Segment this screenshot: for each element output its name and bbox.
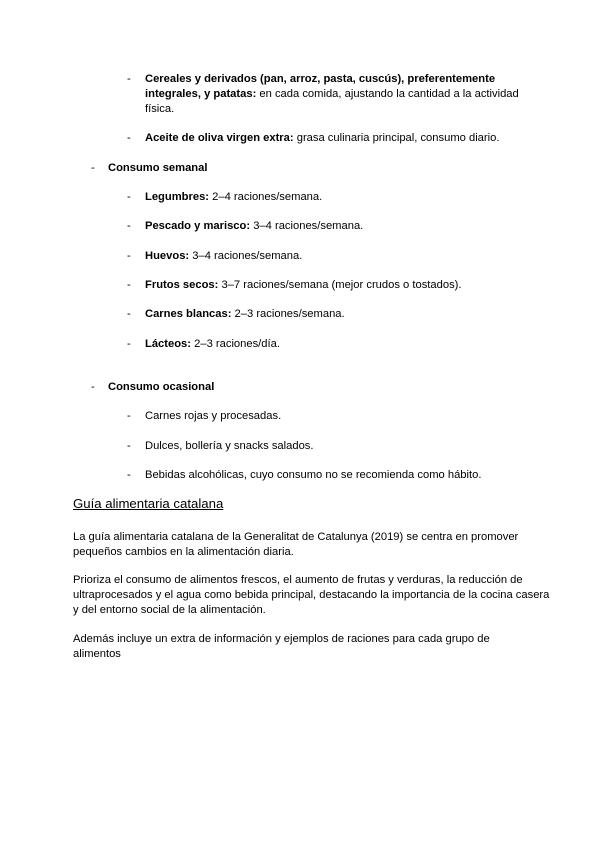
bullet-dash: - bbox=[127, 410, 131, 422]
occasional-title: Consumo ocasional bbox=[108, 381, 215, 393]
bullet-dash: - bbox=[127, 338, 131, 350]
list-item bbox=[127, 307, 345, 322]
bullet-dash: - bbox=[91, 162, 95, 174]
bullet-dash: - bbox=[127, 132, 131, 144]
item-text: 3–4 raciones/semana. bbox=[250, 220, 364, 232]
item-bold-label: Carnes blancas: bbox=[145, 308, 232, 320]
item-text: en cada comida, ajustando la cantidad a la actividad física. bbox=[145, 88, 519, 115]
section-heading: Guía alimentaria catalana bbox=[73, 496, 224, 511]
bullet-dash: - bbox=[127, 308, 131, 320]
bullet-dash: - bbox=[127, 220, 131, 232]
item-text: 2–3 raciones/día. bbox=[191, 338, 280, 350]
bullet-dash: - bbox=[127, 469, 131, 481]
item-text: grasa culinaria principal, consumo diario. bbox=[293, 132, 500, 144]
list-item bbox=[127, 439, 314, 454]
paragraph: Además incluye un extra de información y ejemplos de raciones para cada grupo de alimentos bbox=[73, 633, 490, 660]
item-bold-label: Aceite de oliva virgen extra: bbox=[145, 132, 294, 144]
list-heading-occasional bbox=[91, 380, 215, 395]
item-text: 3–4 raciones/semana. bbox=[189, 250, 303, 262]
item-bold-label: Pescado y marisco: bbox=[145, 220, 251, 232]
bullet-dash: - bbox=[127, 440, 131, 452]
bullet-dash: - bbox=[127, 250, 131, 262]
weekly-title: Consumo semanal bbox=[108, 162, 208, 174]
list-heading-weekly bbox=[91, 161, 208, 176]
list-item bbox=[127, 249, 303, 264]
item-text: Carnes rojas y procesadas. bbox=[145, 410, 282, 422]
bullet-dash: - bbox=[91, 381, 95, 393]
list-item bbox=[127, 72, 530, 117]
paragraph: La guía alimentaria catalana de la Generalitat de Catalunya (2019) se centra en promover pequeños cambios en la alimentación diaria. bbox=[73, 531, 519, 558]
bullet-dash: - bbox=[127, 279, 131, 291]
item-text: 2–3 raciones/semana. bbox=[231, 308, 345, 320]
list-item bbox=[127, 190, 323, 205]
bullet-dash: - bbox=[127, 73, 131, 85]
list-item bbox=[127, 131, 545, 146]
item-text: Bebidas alcohólicas, cuyo consumo no se recomienda como hábito. bbox=[145, 469, 482, 481]
item-bold-label: Huevos: bbox=[145, 250, 190, 262]
list-item bbox=[127, 219, 364, 234]
list-item bbox=[127, 278, 462, 293]
item-bold-label: Cereales y derivados (pan, arroz, pasta, cuscús), preferentemente integrales, y patatas: bbox=[145, 73, 496, 100]
item-bold-label: Frutos secos: bbox=[145, 279, 219, 291]
list-item bbox=[127, 337, 280, 352]
bullet-dash: - bbox=[127, 191, 131, 203]
paragraph: Prioriza el consumo de alimentos frescos, el aumento de frutas y verduras, la reducción de ultraprocesados y el agua como bebida principal, destacando la importancia de la cocina casera y del entorno social de la alimentación. bbox=[73, 574, 550, 616]
list-item bbox=[127, 468, 482, 483]
item-text: 2–4 raciones/semana. bbox=[209, 191, 323, 203]
list-item bbox=[127, 409, 282, 424]
item-bold-label: Lácteos: bbox=[145, 338, 192, 350]
item-text: 3–7 raciones/semana (mejor crudos o tostados). bbox=[218, 279, 462, 291]
item-bold-label: Legumbres: bbox=[145, 191, 210, 203]
item-text: Dulces, bollería y snacks salados. bbox=[145, 440, 314, 452]
